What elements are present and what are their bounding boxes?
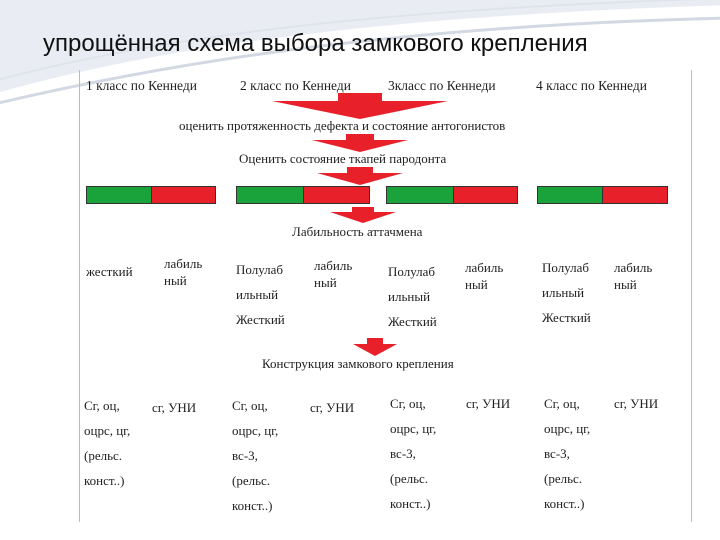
lability-col4-semi-2: ильный [542, 285, 585, 300]
construction-col4-line-2: оцрс, цг, [544, 421, 591, 436]
step-3-label: Лабильность аттачмена [292, 224, 423, 239]
lability-col3-labile-2: ный [465, 277, 488, 292]
lability-col4-labile-2: ный [614, 277, 637, 292]
lability-col3-labile-1: лабиль [465, 260, 504, 275]
construction-col3-line-5: конст..) [390, 496, 431, 511]
step-1-label: оценить протяженность дефекта и состояние антогонистов [179, 118, 506, 133]
lability-col2-semi-2: ильный [236, 287, 279, 302]
periodontium-good-bar-4 [537, 186, 603, 204]
flow-arrow-2 [312, 134, 408, 152]
class-3-label: 3класс по Кеннеди [388, 78, 496, 93]
construction-col2-line-4: (рельс. [232, 473, 271, 488]
construction-col2-line-2: оцрс, цг, [232, 423, 279, 438]
construction-col4-line-4: (рельс. [544, 471, 583, 486]
lability-col1-labile-2: ный [164, 273, 187, 288]
lability-col3-semi-2: ильный [388, 289, 431, 304]
construction-col1-line-3: (рельс. [84, 448, 123, 463]
lability-col4-rigid: Жесткий [542, 310, 591, 325]
flow-arrow-1 [272, 93, 448, 119]
lability-col1-rigid: жесткий [86, 264, 133, 279]
class-1-label: 1 класс по Кеннеди [86, 78, 197, 93]
lability-col2-labile-2: ный [314, 275, 337, 290]
construction-col2-right: сг, УНИ [310, 400, 355, 415]
class-2-label: 2 класс по Кеннеди [240, 78, 351, 93]
construction-col1-line-4: конст..) [84, 473, 125, 488]
lability-col2-labile-1: лабиль [314, 258, 353, 273]
construction-col4-line-1: Сг, оц, [544, 396, 580, 411]
construction-col1-line-1: Сг, оц, [84, 398, 120, 413]
class-4-label: 4 класс по Кеннеди [536, 78, 647, 93]
periodontium-good-bar-2 [236, 186, 304, 204]
step-4-label: Конструкция замкового крепления [262, 356, 454, 371]
periodontium-bad-bar-1 [151, 186, 216, 204]
construction-col4-line-3: вс-3, [544, 446, 570, 461]
construction-col1-line-2: оцрс, цг, [84, 423, 131, 438]
lability-col2-rigid: Жесткий [236, 312, 285, 327]
lability-col2-semi-1: Полулаб [236, 262, 284, 277]
periodontium-bad-bar-3 [453, 186, 518, 204]
lability-col3-rigid: Жесткий [388, 314, 437, 329]
construction-col3-line-4: (рельс. [390, 471, 429, 486]
lability-col4-semi-1: Полулаб [542, 260, 590, 275]
lability-col4-labile-1: лабиль [614, 260, 653, 275]
construction-col3-line-1: Сг, оц, [390, 396, 426, 411]
periodontium-good-bar-1 [86, 186, 152, 204]
construction-col2-line-1: Сг, оц, [232, 398, 268, 413]
step-2-label: Оценить состояние ткапей пародонта [239, 151, 447, 166]
lability-col1-labile-1: лабиль [164, 256, 203, 271]
construction-col4-line-5: конст..) [544, 496, 585, 511]
construction-col3-line-3: вс-3, [390, 446, 416, 461]
construction-col2-line-3: вс-3, [232, 448, 258, 463]
periodontium-good-bar-3 [386, 186, 454, 204]
periodontium-bad-bar-4 [602, 186, 668, 204]
construction-col4-right: сг, УНИ [614, 396, 659, 411]
slide-title: упрощённая схема выбора замкового крепления [43, 30, 588, 57]
flow-arrow-5 [353, 338, 397, 356]
construction-col3-right: сг, УНИ [466, 396, 511, 411]
construction-col1-right: сг, УНИ [152, 400, 197, 415]
construction-col3-line-2: оцрс, цг, [390, 421, 437, 436]
periodontium-bad-bar-2 [303, 186, 370, 204]
flow-arrow-3 [317, 167, 403, 185]
construction-col2-line-5: конст..) [232, 498, 273, 513]
lability-col3-semi-1: Полулаб [388, 264, 436, 279]
flow-arrow-4 [330, 207, 396, 223]
